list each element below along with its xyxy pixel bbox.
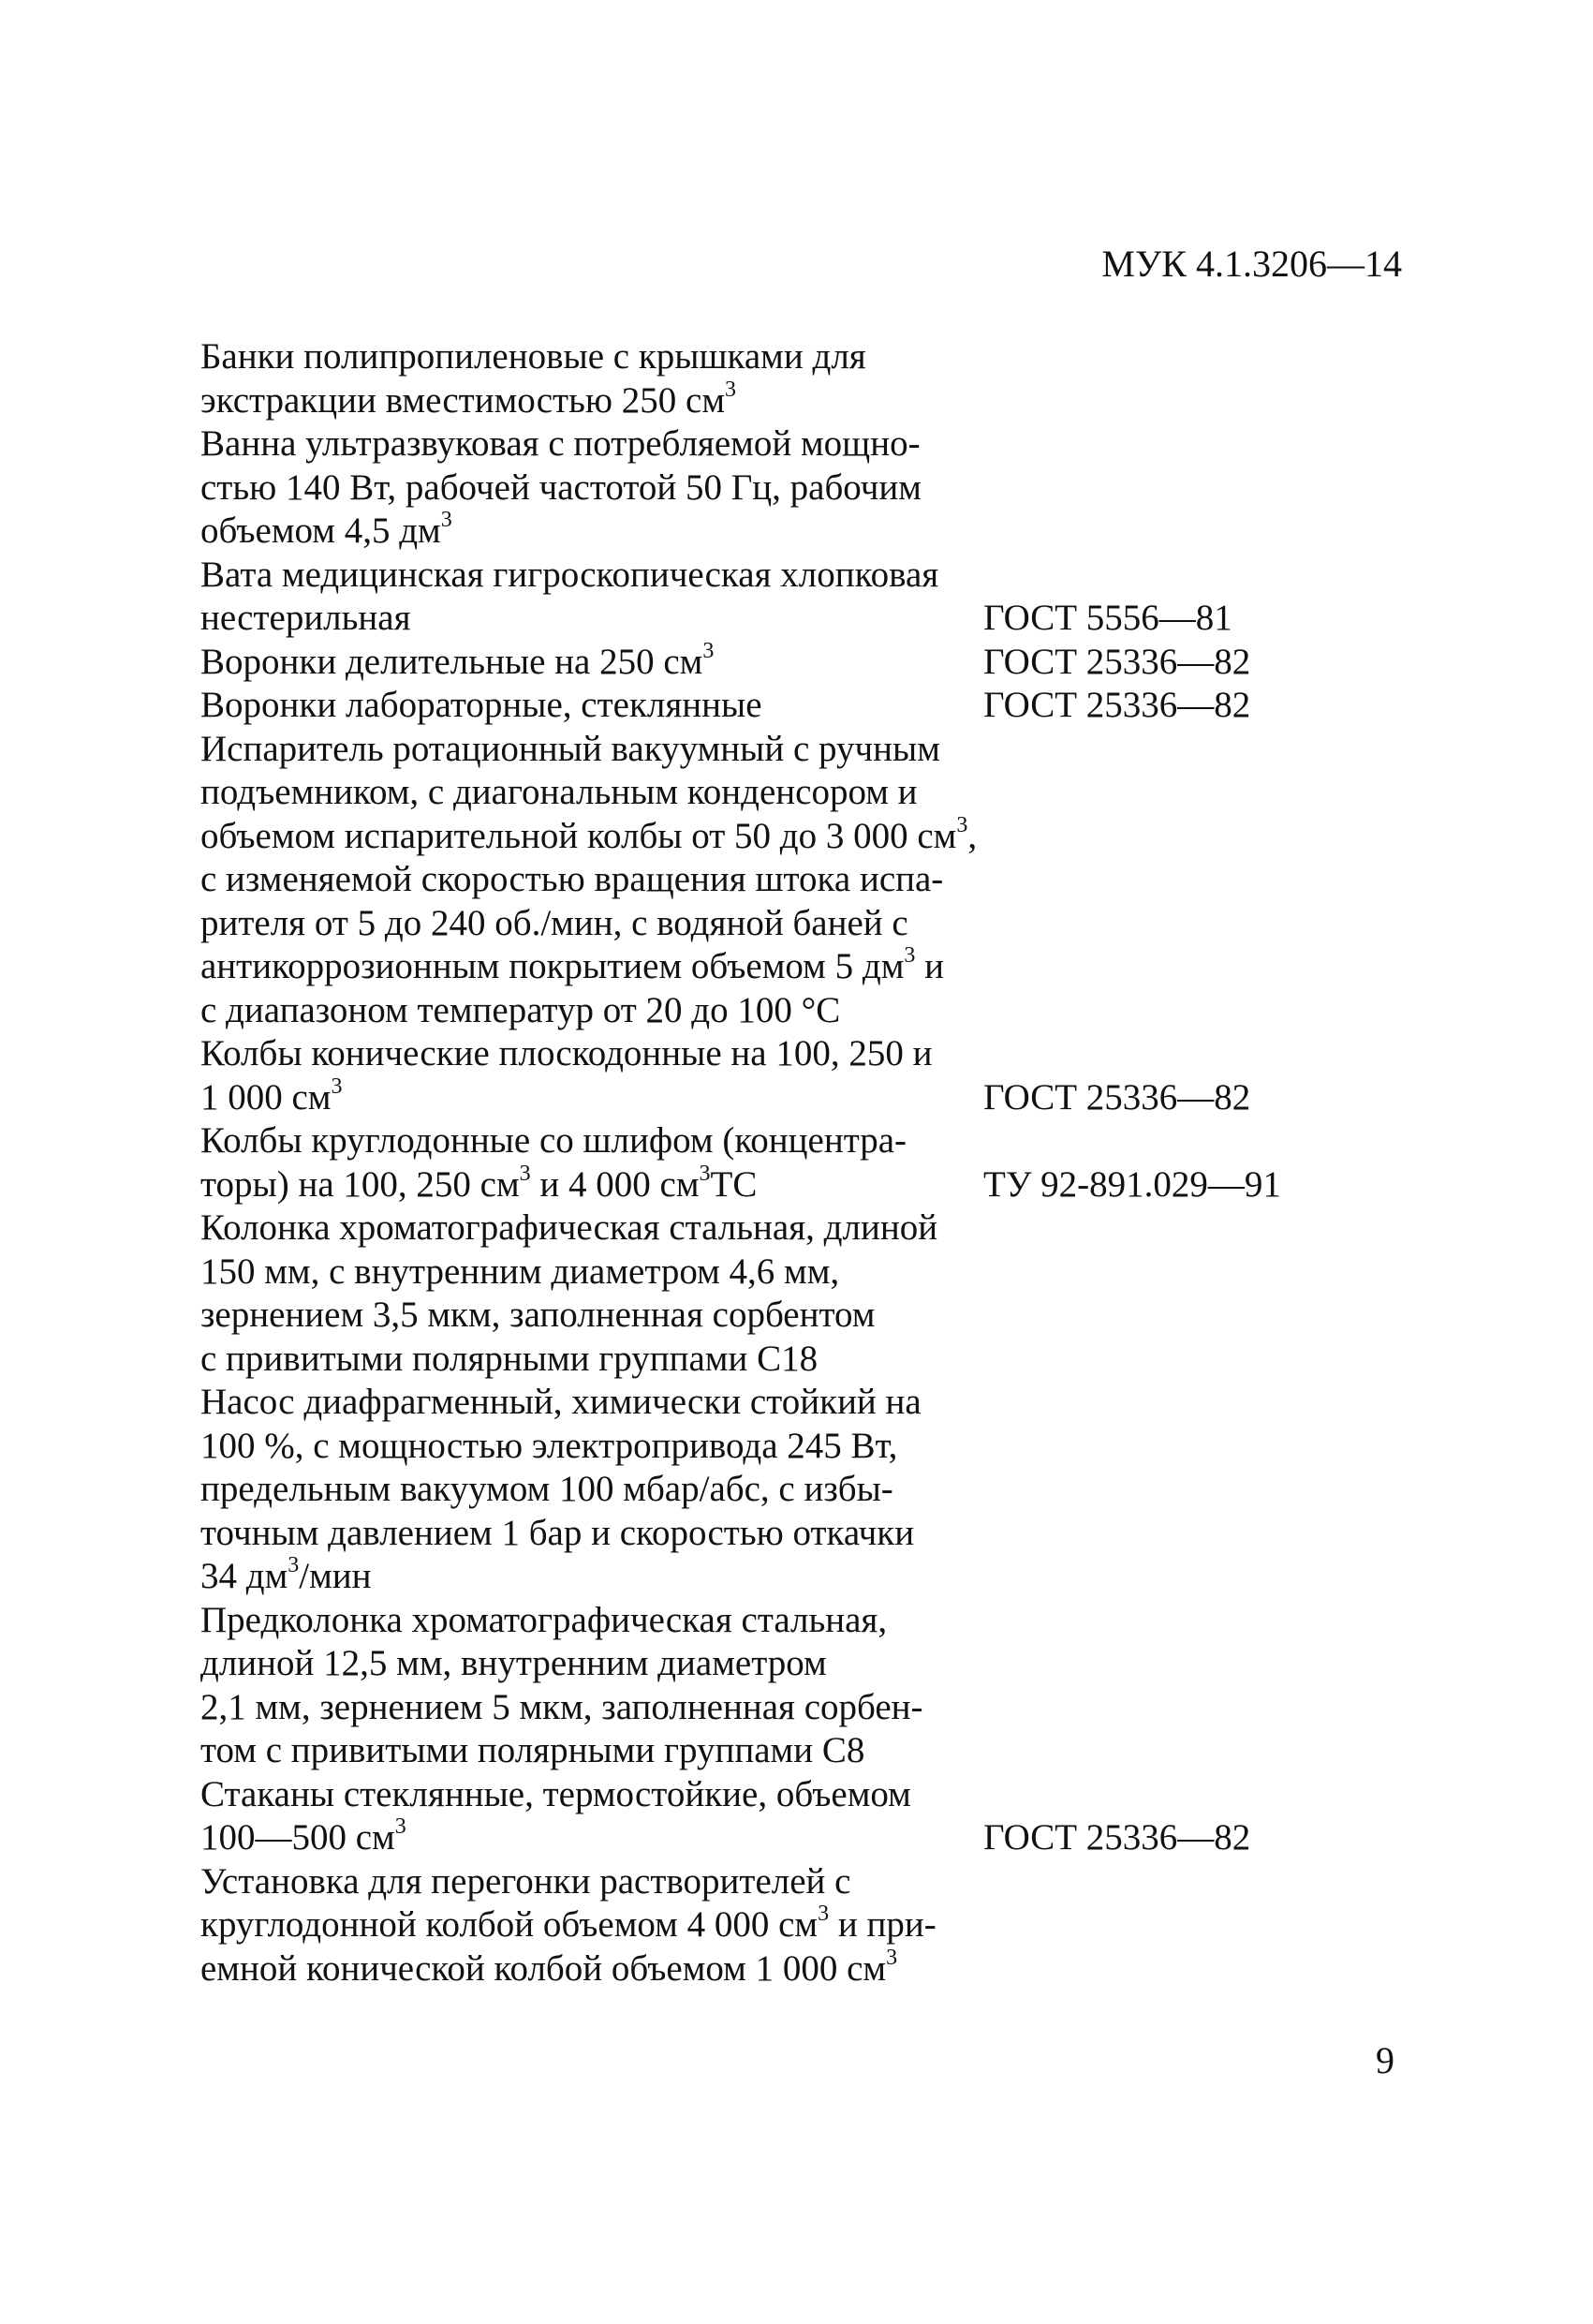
description-line: подъемником, с диагональным конденсором и	[200, 772, 918, 812]
equipment-description	[200, 335, 982, 422]
equipment-description	[200, 1032, 982, 1119]
description-line: Установка для перегонки растворителей с	[200, 1860, 851, 1902]
description-line: Воронки делительные на 250 $см^3$	[200, 638, 715, 682]
standard-reference: ГОСТ 25336—82	[983, 641, 1251, 682]
equipment-entry	[200, 554, 1305, 641]
description-line: стью 140 Вт, рабочей частотой 50 Гц, рабочим	[200, 466, 922, 508]
description-line: торы) на 100, 250 $см^3$ и 4 000 $см^3ТС$	[200, 1161, 758, 1205]
description-line: точным давлением 1 бар и скоростью откачки	[200, 1512, 915, 1553]
equipment-entry	[200, 335, 1305, 422]
standard-reference: ТУ 92-891.029—91	[983, 1163, 1281, 1205]
description-line: Насос диафрагменный, химически стойкий на	[200, 1382, 922, 1422]
equipment-entry	[200, 1206, 1305, 1381]
equipment-description	[200, 1860, 982, 1991]
description-line: с изменяемой скоростью вращения штока испа-	[200, 859, 944, 899]
equipment-entry	[200, 1860, 1305, 1991]
description-line: Колонка хроматографическая стальная, длиной	[200, 1207, 938, 1248]
description-line: экстракции вместимостью 250 $см^3$	[200, 377, 737, 421]
equipment-description	[200, 1773, 982, 1860]
description-line: 2,1 мм, зернением 5 мкм, заполненная сорбен-	[200, 1686, 923, 1727]
equipment-entry	[200, 1599, 1305, 1773]
description-line: антикоррозионным покрытием объемом 5 $дм^3$ и	[200, 943, 945, 986]
description-line: том с привитыми полярными группами С8	[200, 1730, 865, 1770]
description-line: предельным вакуумом 100 мбар/абс, с избы-	[200, 1469, 893, 1509]
description-line: нестерильная	[200, 598, 411, 638]
equipment-entry	[200, 422, 1305, 554]
description-line: емной конической колбой объемом 1 000 $см^3$	[200, 1945, 898, 1989]
equipment-entry	[200, 1773, 1305, 1860]
description-line: Воронки лабораторные, стеклянные	[200, 685, 762, 725]
description-line: рителя от 5 до 240 об./мин, с водяной баней с	[200, 902, 908, 943]
equipment-entry	[200, 684, 1305, 728]
equipment-entry	[200, 1032, 1305, 1119]
description-line: объемом 4,5 $дм^3$	[200, 508, 452, 551]
description-line: зернением 3,5 мкм, заполненная сорбентом	[200, 1295, 876, 1335]
equipment-description	[200, 422, 982, 554]
description-line: Колбы круглодонные со шлифом (концентра-	[200, 1120, 907, 1161]
equipment-description	[200, 1381, 982, 1599]
description-line: Вата медицинская гигроскопическая хлопковая	[200, 554, 939, 595]
equipment-description	[200, 1119, 982, 1206]
equipment-description	[200, 1599, 982, 1773]
standard-reference: ГОСТ 25336—82	[983, 1076, 1251, 1118]
equipment-entry	[200, 1381, 1305, 1599]
description-line: 100—500 $см^3$	[200, 1814, 406, 1858]
description-line: 34 $дм^3$/мин	[200, 1553, 372, 1596]
equipment-entry	[200, 728, 1305, 1033]
description-line: Банки полипропиленовые с крышками для	[200, 336, 866, 377]
description-line: Испаритель ротационный вакуумный с ручным	[200, 728, 940, 769]
description-line: длиной 12,5 мм, внутренним диаметром	[200, 1643, 827, 1683]
description-line: объемом испарительной колбы от 50 до 3 000 $см^3$,	[200, 812, 978, 856]
description-line: с диапазоном температур от 20 до 100 °С	[200, 989, 841, 1030]
equipment-description	[200, 638, 982, 685]
equipment-description	[200, 728, 982, 1033]
equipment-description	[200, 684, 982, 728]
document-code-header: МУК 4.1.3206—14	[1101, 243, 1402, 285]
description-line: Колбы конические плоскодонные на 100, 250 и	[200, 1033, 933, 1073]
description-line: с привитыми полярными группами С18	[200, 1338, 819, 1379]
description-line: 150 мм, с внутренним диаметром 4,6 мм,	[200, 1251, 840, 1292]
equipment-entry	[200, 1119, 1305, 1206]
equipment-list	[200, 335, 1305, 1991]
description-line: 1 000 $см^3$	[200, 1073, 343, 1118]
standard-reference: ГОСТ 5556—81	[983, 598, 1232, 638]
description-line: круглодонной колбой объемом 4 000 $см^3$ и при-	[200, 1902, 937, 1945]
equipment-entry	[200, 638, 1305, 685]
page-number: 9	[1376, 2039, 1394, 2081]
standard-reference: ГОСТ 25336—82	[983, 1817, 1251, 1858]
description-line: Предколонка хроматографическая стальная,	[200, 1599, 888, 1640]
equipment-description	[200, 554, 982, 641]
standard-reference: ГОСТ 25336—82	[983, 685, 1251, 725]
description-line: Стаканы стеклянные, термостойкие, объемом	[200, 1773, 911, 1814]
description-line: 100 %, с мощностью электропривода 245 Вт,	[200, 1425, 898, 1466]
equipment-description	[200, 1206, 982, 1381]
description-line: Ванна ультразвуковая с потребляемой мощно-	[200, 423, 921, 464]
